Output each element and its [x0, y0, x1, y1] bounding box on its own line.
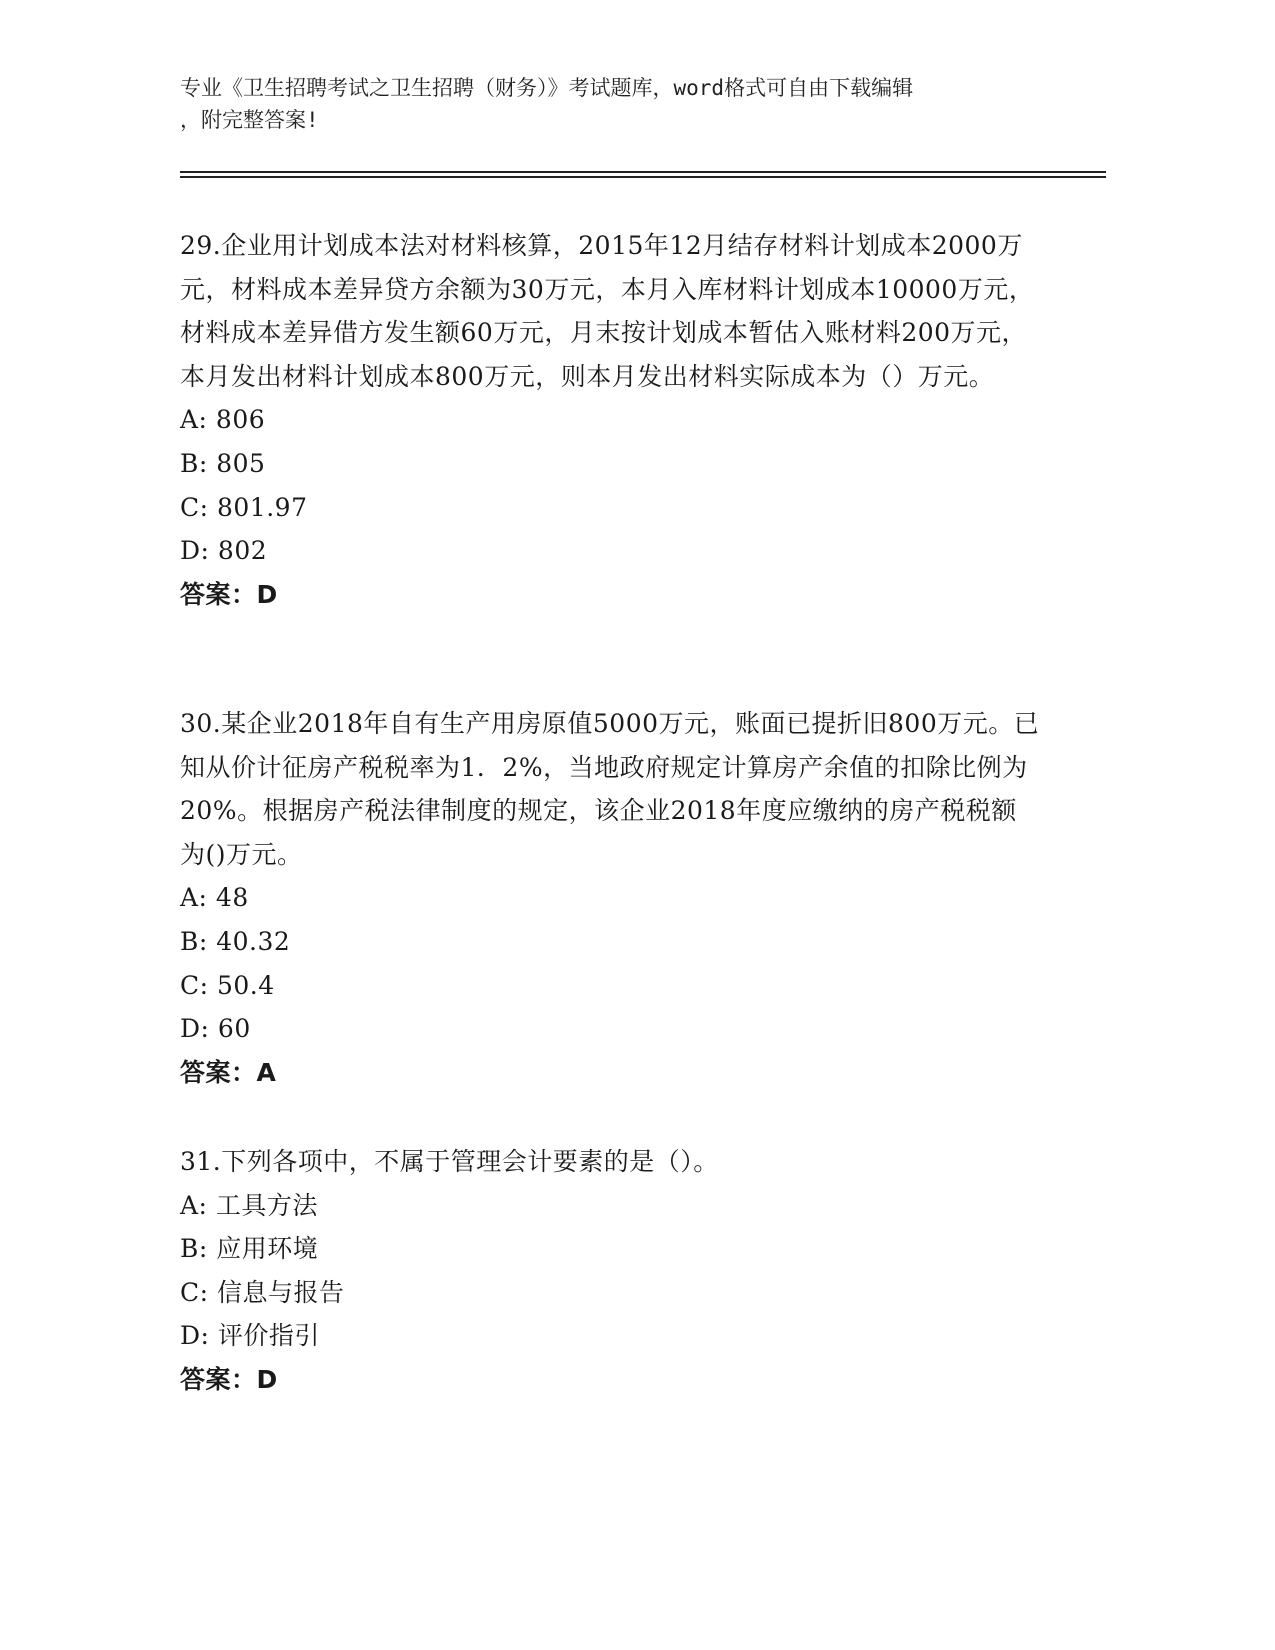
option-b: B: 40.32 — [180, 926, 291, 956]
option-b: B: 805 — [180, 448, 266, 478]
option-a: A: 48 — [180, 883, 249, 913]
header-divider-top — [180, 171, 1106, 173]
answer-label: 答案：D — [180, 579, 278, 609]
document-header — [180, 72, 1060, 136]
option-d: D: 802 — [180, 536, 268, 566]
question-stem: 29.企业用计划成本法对材料核算，2015年12月结存材料计划成本2000万元，材料成本差异贷方余额为30万元，本月入库材料计划成本10000万元，材料成本差异借方发生额60万元，月末按计划成本暂估入账材料200万元，本月发出材料计划成本800万元，则本月发出材料实际成本为（）万元。 — [180, 231, 1035, 391]
option-b: B: 应用环境 — [180, 1234, 319, 1264]
header-line-2: ，附完整答案! — [180, 108, 319, 132]
question-stem: 30.某企业2018年自有生产用房原值5000万元，账面已提折旧800万元。已知从价计征房产税税率为1．2%，当地政府规定计算房产余值的扣除比例为20%。根据房产税法律制度的规定，该企业2018年度应缴纳的房产税税额为()万元。 — [180, 709, 1040, 869]
question-stem: 31.下列各项中，不属于管理会计要素的是（）。 — [180, 1147, 719, 1176]
option-c: C: 801.97 — [180, 492, 308, 522]
answer-label: 答案：A — [180, 1057, 277, 1087]
header-line-1: 专业《卫生招聘考试之卫生招聘（财务）》考试题库，word格式可自由下载编辑 — [180, 76, 914, 100]
option-a: A: 工具方法 — [180, 1190, 318, 1220]
answer-label: 答案：D — [180, 1364, 278, 1394]
question-31 — [180, 1140, 1040, 1402]
option-d: D: 评价指引 — [180, 1321, 320, 1351]
option-d: D: 60 — [180, 1014, 251, 1044]
option-a: A: 806 — [180, 405, 266, 435]
question-30 — [180, 702, 1040, 1094]
option-c: C: 信息与报告 — [180, 1277, 345, 1307]
header-divider-bottom — [180, 176, 1106, 178]
option-c: C: 50.4 — [180, 970, 275, 1000]
question-29 — [180, 224, 1040, 616]
